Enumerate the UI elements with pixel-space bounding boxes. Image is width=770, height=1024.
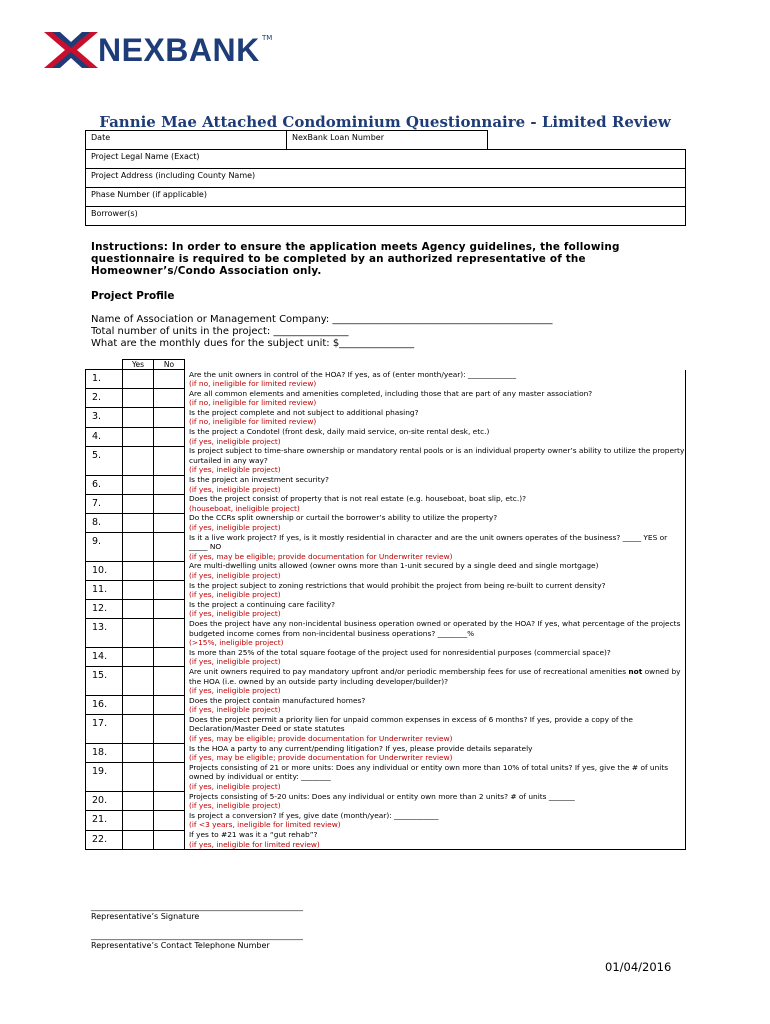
no-column-header: No xyxy=(154,360,185,370)
question-number: 9. xyxy=(86,533,123,562)
question-text: Is the HOA a party to any current/pending litigation? If yes, please provide details separately xyxy=(189,743,533,753)
question-row xyxy=(86,667,686,696)
question-number: 13. xyxy=(86,619,123,648)
question-note: (if yes, ineligible for limited review) xyxy=(189,839,320,849)
question-text: Do the CCRs split ownership or curtail the borrower’s ability to utilize the property? xyxy=(189,513,498,523)
telephone-label: Representative’s Contact Telephone Number xyxy=(91,941,270,950)
question-text-cell xyxy=(185,667,686,696)
loan-number-field[interactable]: NexBank Loan Number xyxy=(287,131,488,150)
yes-checkbox-cell[interactable] xyxy=(123,830,154,850)
question-number: 10. xyxy=(86,561,123,580)
question-note: (if yes, ineligible project) xyxy=(189,686,281,696)
question-text: Are all common elements and amenities completed, including those that are part of any master association? xyxy=(189,388,593,398)
question-text: Projects consisting of 21 or more units: Does any individual or entity own more than 10% of total units? If yes, give the # of units owned by individual or entity: ________ xyxy=(189,762,669,782)
question-note: (if yes, ineligible project) xyxy=(189,590,281,600)
association-name-line[interactable]: Name of Association or Management Company: ____________________________________________ xyxy=(91,314,553,325)
question-number: 11. xyxy=(86,581,123,600)
question-note: (if yes, ineligible project) xyxy=(189,801,281,811)
question-text: Are the unit owners in control of the HOA? If yes, as of (enter month/year): _____________ xyxy=(189,369,517,379)
question-row xyxy=(86,475,686,494)
question-note: (if yes, ineligible project) xyxy=(189,484,281,494)
yes-checkbox-cell[interactable] xyxy=(123,427,154,446)
question-text-cell xyxy=(185,763,686,792)
question-number: 8. xyxy=(86,513,123,532)
brand-name: NEXBANK xyxy=(98,32,260,68)
question-text: Is it a live work project? If yes, is it mostly residential in character and are the unit owners operates of the business? _____ YES or _____ NO xyxy=(189,532,668,552)
question-row xyxy=(86,619,686,648)
question-row xyxy=(86,427,686,446)
yes-checkbox-cell[interactable] xyxy=(123,561,154,580)
borrowers-field[interactable]: Borrower(s) xyxy=(86,207,686,226)
question-row xyxy=(86,792,686,811)
yes-checkbox-cell[interactable] xyxy=(123,763,154,792)
question-row xyxy=(86,648,686,667)
question-text-cell xyxy=(185,408,686,427)
no-checkbox-cell[interactable] xyxy=(154,600,185,619)
no-checkbox-cell[interactable] xyxy=(154,446,185,475)
question-number: 7. xyxy=(86,494,123,513)
question-note: (if yes, ineligible project) xyxy=(189,523,281,532)
project-profile-lines xyxy=(91,314,552,350)
no-checkbox-cell[interactable] xyxy=(154,830,185,850)
telephone-line[interactable]: _____________________________________________________ xyxy=(91,931,303,940)
question-text: Is the project a continuing care facility? xyxy=(189,599,336,609)
question-number: 1. xyxy=(86,370,123,389)
question-number: 14. xyxy=(86,648,123,667)
question-note: (if yes, may be eligible; provide documentation for Underwriter review) xyxy=(189,753,453,763)
question-note: (>15%, ineligible project) xyxy=(189,638,284,648)
no-checkbox-cell[interactable] xyxy=(154,389,185,408)
page-title: Fannie Mae Attached Condominium Questionnaire - Limited Review xyxy=(99,113,671,131)
question-row xyxy=(86,581,686,600)
yes-checkbox-cell[interactable] xyxy=(123,696,154,715)
yes-checkbox-cell[interactable] xyxy=(123,648,154,667)
no-checkbox-cell[interactable] xyxy=(154,533,185,562)
project-profile-heading: Project Profile xyxy=(91,290,175,302)
question-text-cell xyxy=(185,494,686,513)
instructions: Instructions: In order to ensure the application meets Agency guidelines, the following questionnaire is required to be completed by an authorized representative of the Homeowner’s/Condo Association only. xyxy=(91,241,620,277)
question-text-cell xyxy=(185,513,686,532)
question-text-cell xyxy=(185,533,686,562)
question-text-cell xyxy=(185,446,686,475)
question-text-cell xyxy=(185,696,686,715)
question-row xyxy=(86,533,686,562)
question-number: 17. xyxy=(86,715,123,744)
question-note: (if no, ineligible for limited review) xyxy=(189,398,317,408)
questions-table xyxy=(85,359,686,850)
yes-checkbox-cell[interactable] xyxy=(123,715,154,744)
question-row xyxy=(86,830,686,850)
question-text-part: owned by the HOA (i.e. owned by an outside party including developer/builder)? xyxy=(189,666,681,686)
question-note: (if yes, ineligible project) xyxy=(189,465,281,475)
question-row xyxy=(86,715,686,744)
question-text-cell xyxy=(185,389,686,408)
question-text-cell xyxy=(185,648,686,667)
question-text-cell xyxy=(185,744,686,763)
yes-checkbox-cell[interactable] xyxy=(123,475,154,494)
question-text: Is the project a Condotel (front desk, daily maid service, on-site rental desk, etc.) xyxy=(189,427,490,437)
no-checkbox-cell[interactable] xyxy=(154,581,185,600)
no-checkbox-cell[interactable] xyxy=(154,648,185,667)
no-checkbox-cell[interactable] xyxy=(154,513,185,532)
no-checkbox-cell[interactable] xyxy=(154,408,185,427)
question-number: 4. xyxy=(86,427,123,446)
question-row xyxy=(86,744,686,763)
monthly-dues-line[interactable]: What are the monthly dues for the subject unit: $_______________ xyxy=(91,338,415,349)
question-text-cell xyxy=(185,715,686,744)
question-text: Is the project complete and not subject to additional phasing? xyxy=(189,407,419,417)
yes-checkbox-cell[interactable] xyxy=(123,811,154,830)
question-number: 16. xyxy=(86,696,123,715)
yes-checkbox-cell[interactable] xyxy=(123,408,154,427)
trademark: TM xyxy=(262,34,273,42)
footer-date: 01/04/2016 xyxy=(605,960,672,974)
question-text: Does the project permit a priority lien for unpaid common expenses in excess of 6 months? If yes, provide a copy of the Declaration/Master Deed or state statutes xyxy=(189,714,633,734)
question-text-cell xyxy=(185,427,686,446)
question-text: Does the project consist of property that is not real estate (e.g. houseboat, boat slip, etc.)? xyxy=(189,494,526,504)
question-text-cell xyxy=(185,561,686,580)
question-number: 15. xyxy=(86,667,123,696)
question-row xyxy=(86,561,686,580)
question-text: Is project subject to time-share ownership or mandatory rental pools or is an individual property owner’s ability to utilize the property curtailed in any way? xyxy=(189,446,685,465)
question-text: Projects consisting of 5-20 units: Does any individual or entity own more than 2 units? # of units _______ xyxy=(189,791,575,801)
question-text-cell xyxy=(185,475,686,494)
question-text-cell xyxy=(185,830,686,850)
question-row xyxy=(86,408,686,427)
total-units-line[interactable]: Total number of units in the project: _______________ xyxy=(91,326,349,337)
no-checkbox-cell[interactable] xyxy=(154,561,185,580)
question-row xyxy=(86,696,686,715)
question-number: 21. xyxy=(86,811,123,830)
question-text-part: Are unit owners required to pay mandatory upfront and/or periodic membership fees for use of recreational amenities xyxy=(189,666,629,676)
phase-number-field[interactable]: Phase Number (if applicable) xyxy=(86,188,686,207)
question-row xyxy=(86,763,686,792)
question-text: If yes to #21 was it a “gut rehab”? xyxy=(189,830,318,839)
question-note: (if no, ineligible for limited review) xyxy=(189,417,317,427)
no-checkbox-cell[interactable] xyxy=(154,494,185,513)
question-note: (if yes, ineligible project) xyxy=(189,782,281,792)
no-checkbox-cell[interactable] xyxy=(154,370,185,389)
question-note: (if yes, ineligible project) xyxy=(189,436,281,446)
question-text-cell xyxy=(185,600,686,619)
question-number: 20. xyxy=(86,792,123,811)
question-number: 19. xyxy=(86,763,123,792)
question-row xyxy=(86,494,686,513)
no-checkbox-cell[interactable] xyxy=(154,427,185,446)
no-checkbox-cell[interactable] xyxy=(154,763,185,792)
question-text: Is more than 25% of the total square footage of the project used for nonresidential purposes (commercial space)? xyxy=(189,647,611,657)
question-note: (if yes, ineligible project) xyxy=(189,657,281,667)
yes-checkbox-cell[interactable] xyxy=(123,389,154,408)
question-text-cell xyxy=(185,811,686,830)
question-note: (if no, ineligible for limited review) xyxy=(189,379,317,389)
question-text: Does the project have any non-incidental business operation owned or operated by the HOA? If yes, what percentage of the projects budgeted income comes from non-incidental business operations? ________% xyxy=(189,618,681,638)
question-row xyxy=(86,513,686,532)
yes-checkbox-cell[interactable] xyxy=(123,600,154,619)
yes-checkbox-cell[interactable] xyxy=(123,619,154,648)
question-row xyxy=(86,389,686,408)
question-text: Does the project contain manufactured homes? xyxy=(189,695,366,705)
question-number: 22. xyxy=(86,830,123,850)
question-row xyxy=(86,446,686,475)
project-legal-name-field[interactable]: Project Legal Name (Exact) xyxy=(86,150,686,169)
no-checkbox-cell[interactable] xyxy=(154,696,185,715)
question-note: (if <3 years, ineligible for limited review) xyxy=(189,820,341,830)
yes-checkbox-cell[interactable] xyxy=(123,667,154,696)
date-field[interactable]: Date xyxy=(86,131,287,150)
question-number: 6. xyxy=(86,475,123,494)
signature-line[interactable]: _____________________________________________________ xyxy=(91,902,303,911)
question-text-cell xyxy=(185,792,686,811)
question-number: 2. xyxy=(86,389,123,408)
yes-checkbox-cell[interactable] xyxy=(123,792,154,811)
yes-column-header: Yes xyxy=(123,360,154,370)
question-note: (houseboat, ineligible project) xyxy=(189,503,300,513)
question-text: Is the project subject to zoning restrictions that would prohibit the project from being re-built to current density? xyxy=(189,580,606,590)
question-row xyxy=(86,370,686,389)
question-text-emphasis: not xyxy=(628,666,643,676)
question-note: (if yes, ineligible project) xyxy=(189,609,281,619)
project-address-field[interactable]: Project Address (including County Name) xyxy=(86,169,686,188)
header-fields-table xyxy=(85,130,686,226)
yes-checkbox-cell[interactable] xyxy=(123,494,154,513)
question-number: 18. xyxy=(86,744,123,763)
question-note: (if yes, may be eligible; provide documentation for Underwriter review) xyxy=(189,551,453,561)
no-checkbox-cell[interactable] xyxy=(154,715,185,744)
yes-checkbox-cell[interactable] xyxy=(123,533,154,562)
no-checkbox-cell[interactable] xyxy=(154,792,185,811)
question-text xyxy=(189,667,681,686)
question-number: 5. xyxy=(86,446,123,475)
question-note: (if yes, ineligible project) xyxy=(189,705,281,715)
yes-checkbox-cell[interactable] xyxy=(123,513,154,532)
no-checkbox-cell[interactable] xyxy=(154,475,185,494)
question-number: 12. xyxy=(86,600,123,619)
no-checkbox-cell[interactable] xyxy=(154,744,185,763)
question-note: (if yes, ineligible project) xyxy=(189,570,281,580)
question-text-cell xyxy=(185,619,686,648)
question-row xyxy=(86,811,686,830)
yes-checkbox-cell[interactable] xyxy=(123,581,154,600)
no-checkbox-cell[interactable] xyxy=(154,619,185,648)
yes-checkbox-cell[interactable] xyxy=(123,446,154,475)
question-text-cell xyxy=(185,370,686,389)
no-checkbox-cell[interactable] xyxy=(154,667,185,696)
question-number: 3. xyxy=(86,408,123,427)
signature-label: Representative’s Signature xyxy=(91,912,200,921)
yes-checkbox-cell[interactable] xyxy=(123,370,154,389)
question-text-cell xyxy=(185,581,686,600)
question-text: Are multi-dwelling units allowed (owner owns more than 1-unit secured by a single deed and single mortgage) xyxy=(189,561,599,571)
yes-checkbox-cell[interactable] xyxy=(123,744,154,763)
nexbank-logo xyxy=(44,28,284,72)
nexbank-x-icon xyxy=(44,28,98,72)
no-checkbox-cell[interactable] xyxy=(154,811,185,830)
question-row xyxy=(86,600,686,619)
question-text: Is project a conversion? If yes, give date (month/year): ____________ xyxy=(189,810,439,820)
question-text: Is the project an investment security? xyxy=(189,475,329,485)
question-note: (if yes, may be eligible; provide documentation for Underwriter review) xyxy=(189,734,453,744)
